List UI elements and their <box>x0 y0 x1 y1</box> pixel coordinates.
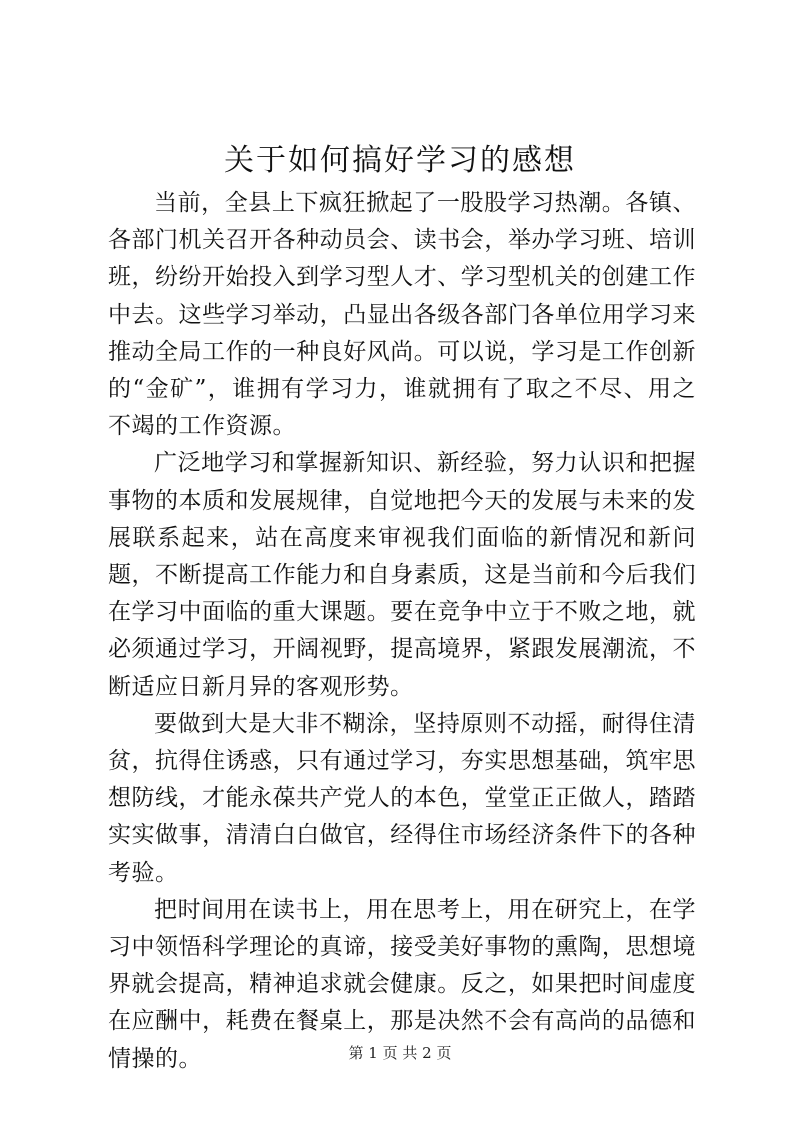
document-title: 关于如何搞好学习的感想 <box>224 143 576 178</box>
paragraph-3: 要做到大是大非不糊涂，坚持原则不动摇，耐得住清贫，抗得住诱惑，只有通过学习，夯实思想基础，筑牢思想防线，才能永葆共产党人的本色，堂堂正正做人，踏踏实实做事，清清白白做官，经得住市场经济条件下的各种考验。 <box>108 710 696 886</box>
document-body <box>108 185 696 1078</box>
paragraph-4: 把时间用在读书上，用在思考上，用在研究上，在学习中领悟科学理论的真谛，接受美好事物的熏陶，思想境界就会提高，精神追求就会健康。反之，如果把时间虚度在应酬中，耗费在餐桌上，那是决然不会有高尚的品德和情操的。 <box>108 896 696 1072</box>
paragraph-1: 当前，全县上下疯狂掀起了一股股学习热潮。各镇、各部门机关召开各种动员会、读书会，举办学习班、培训班，纷纷开始投入到学习型人才、学习型机关的创建工作中去。这些学习举动，凸显出各级各部门各单位用学习来推动全局工作的一种良好风尚。可以说，学习是工作创新的“金矿”，谁拥有学习力，谁就拥有了取之不尽、用之不竭的工作资源。 <box>108 190 696 440</box>
paragraph-2: 广泛地学习和掌握新知识、新经验，努力认识和把握事物的本质和发展规律，自觉地把今天的发展与未来的发展联系起来，站在高度来审视我们面临的新情况和新问题，不断提高工作能力和自身素质，这是当前和今后我们在学习中面临的重大课题。要在竞争中立于不败之地，就必须通过学习，开阔视野，提高境界，紧跟发展潮流，不断适应日新月异的客观形势。 <box>108 450 696 700</box>
page-number-footer: 第 1 页 共 2 页 <box>348 1044 452 1062</box>
